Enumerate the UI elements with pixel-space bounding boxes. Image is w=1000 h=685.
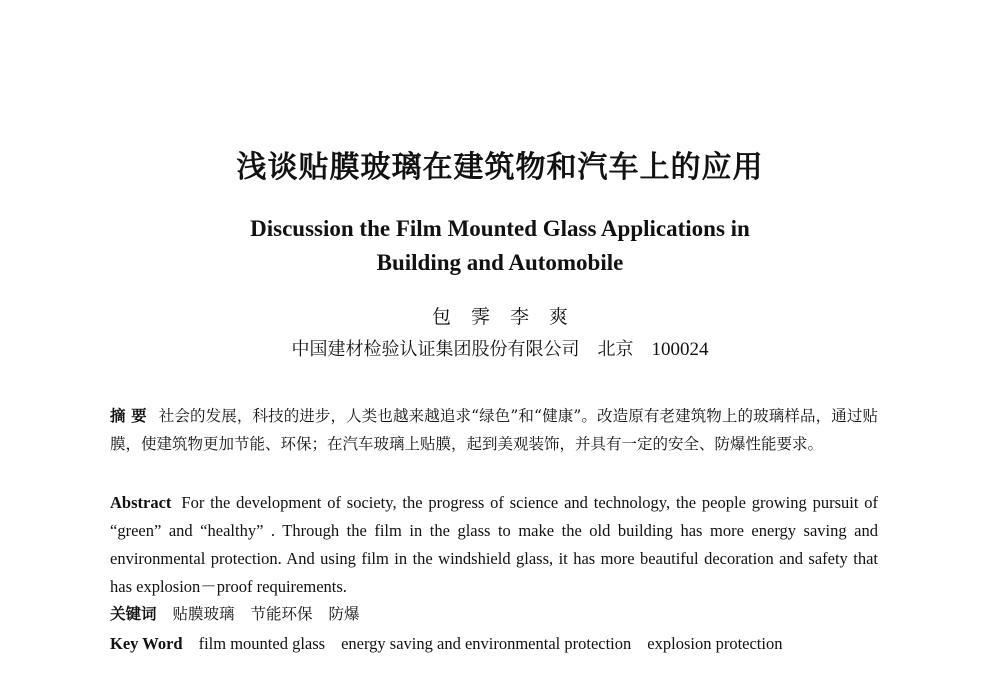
keywords-english-label: Key Word	[110, 634, 183, 653]
abstract-chinese	[110, 402, 878, 458]
abstract-chinese-label: 摘 要	[110, 407, 147, 425]
affiliation-org: 中国建材检验认证集团股份有限公司	[291, 339, 580, 360]
keywords-chinese-label: 关键词	[110, 605, 157, 623]
keyword-english: energy saving and environmental protection	[341, 634, 632, 653]
affiliation-city: 北京	[597, 339, 634, 360]
abstract-english-label: Abstract	[110, 493, 172, 512]
keyword-chinese: 节能环保	[250, 605, 313, 623]
title-chinese: 浅谈贴膜玻璃在建筑物和汽车上的应用	[236, 150, 764, 185]
affiliation-zip: 100024	[651, 339, 709, 360]
keywords-english	[110, 630, 890, 658]
keyword-english: explosion protection	[647, 634, 783, 653]
title-english-line-1: Discussion the Film Mounted Glass Applications in	[250, 216, 750, 241]
keyword-chinese: 贴膜玻璃	[172, 605, 235, 623]
abstract-english-text: For the development of society, the progress of science and technology, the people growing pursuit of “green” and “healthy” . Through the film in the glass to make the old building has more energy saving and environmental protection. And using film in the windshield glass, it has more beautiful decoration and safety that has explosion－proof requirements.	[110, 493, 878, 596]
abstract-chinese-text: 社会的发展，科技的进步，人类也越来越追求“绿色”和“健康”。改造原有老建筑物上的玻璃样品，通过贴膜，使建筑物更加节能、环保；在汽车玻璃上贴膜，起到美观装饰，并具有一定的安全、防爆性能要求。	[110, 407, 878, 453]
keywords-chinese	[110, 600, 878, 628]
authors: 包 霁 李 爽	[431, 306, 569, 328]
keyword-chinese: 防爆	[328, 605, 360, 623]
title-english-line-2: Building and Automobile	[376, 250, 624, 275]
affiliation	[0, 336, 1000, 364]
abstract-english	[110, 489, 878, 601]
keyword-english: film mounted glass	[198, 634, 326, 653]
title-english	[0, 212, 1000, 280]
